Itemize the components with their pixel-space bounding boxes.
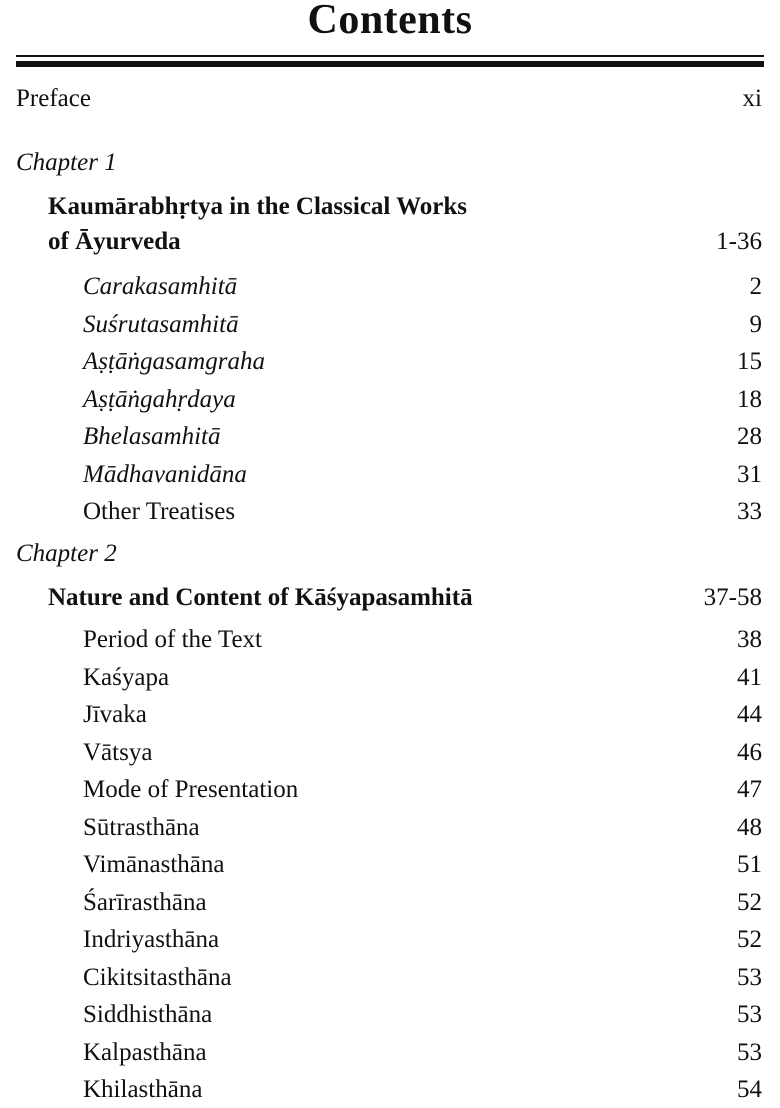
entry-label: Aṣṭāṅgasamgraha — [83, 348, 265, 375]
entry-label: Siddhisthāna — [83, 1001, 213, 1028]
entry-page: 38 — [737, 626, 762, 653]
entry-label: Aṣṭāṅgahṛdaya — [83, 385, 236, 413]
toc-entry[interactable] — [16, 888, 762, 918]
title-divider-thin — [16, 55, 764, 57]
entry-label: Period of the Text — [83, 626, 263, 653]
toc-entry[interactable] — [16, 925, 762, 955]
entry-label: Sūtrasthāna — [83, 813, 200, 841]
entry-label: Kalpasthāna — [83, 1038, 207, 1066]
entry-label: Kaśyapa — [83, 663, 170, 691]
entry-label: Indriyasthāna — [83, 926, 220, 953]
toc-entry[interactable] — [16, 460, 762, 490]
toc-entry[interactable] — [16, 272, 762, 302]
toc-entry[interactable] — [16, 1038, 762, 1068]
entry-page: 15 — [737, 348, 762, 375]
toc-entry[interactable] — [16, 813, 762, 843]
toc-entry[interactable] — [16, 385, 762, 415]
toc-entry[interactable] — [16, 850, 762, 880]
entry-page: 46 — [737, 738, 762, 766]
page-title: Contents — [307, 0, 473, 43]
entry-label: Cikitsitasthāna — [83, 963, 232, 991]
toc-entry[interactable] — [16, 1000, 762, 1030]
entry-page: 41 — [737, 663, 762, 691]
toc-entry[interactable] — [16, 700, 762, 730]
toc-entry[interactable] — [16, 497, 762, 527]
toc-entry[interactable] — [16, 1075, 762, 1105]
chapter-heading[interactable] — [16, 192, 762, 222]
entry-page: 51 — [737, 851, 762, 878]
toc-entry[interactable] — [16, 422, 762, 452]
entry-label: Mode of Presentation — [83, 776, 299, 803]
entry-page: 9 — [749, 310, 762, 338]
chapter-label — [16, 539, 762, 569]
toc-entry[interactable] — [16, 775, 762, 805]
chapter-2-heading: Nature and Content of Kāśyapasamhitā — [48, 584, 473, 611]
entry-page: 53 — [737, 1038, 762, 1066]
entry-page: 53 — [737, 963, 762, 991]
toc-entry[interactable] — [16, 738, 762, 768]
chapter-2-label: Chapter 2 — [16, 540, 117, 567]
entry-page: 53 — [737, 1001, 762, 1028]
chapter-heading[interactable] — [16, 583, 762, 613]
entry-label: Preface — [16, 85, 91, 112]
entry-label: Suśrutasamhitā — [83, 310, 239, 338]
entry-label: Śarīrasthāna — [83, 888, 207, 916]
entry-page: 52 — [737, 926, 762, 953]
chapter-2-pages: 37-58 — [703, 584, 762, 611]
entry-label: Bhelasamhitā — [83, 423, 221, 450]
chapter-label — [16, 148, 762, 178]
entry-page: 2 — [749, 273, 762, 300]
chapter-1-pages: 1-36 — [716, 228, 762, 255]
entry-page: xi — [742, 85, 762, 112]
chapter-1-heading-line2: of Āyurveda — [48, 228, 181, 255]
toc-entry[interactable] — [16, 310, 762, 340]
entry-page: 31 — [737, 460, 762, 488]
chapter-1-label: Chapter 1 — [16, 149, 117, 176]
entry-page: 18 — [737, 385, 762, 413]
entry-label: Jīvaka — [83, 701, 147, 728]
toc-entry-preface[interactable] — [16, 84, 762, 114]
entry-page: 52 — [737, 888, 762, 916]
entry-page: 48 — [737, 813, 762, 841]
entry-label: Carakasamhitā — [83, 273, 238, 300]
chapter-heading[interactable] — [16, 227, 762, 257]
toc-entry[interactable] — [16, 347, 762, 377]
entry-label: Khilasthāna — [83, 1076, 203, 1103]
toc-entry[interactable] — [16, 625, 762, 655]
entry-label: Other Treatises — [83, 498, 236, 525]
entry-label: Mādhavanidāna — [83, 460, 247, 488]
entry-page: 44 — [737, 701, 762, 728]
toc-entry[interactable] — [16, 963, 762, 993]
entry-page: 28 — [737, 423, 762, 450]
entry-page: 47 — [737, 776, 762, 803]
entry-label: Vātsya — [83, 738, 153, 766]
entry-page: 54 — [737, 1076, 762, 1103]
chapter-1-heading-line1: Kaumārabhṛtya in the Classical Works — [48, 193, 468, 220]
title-divider-thick — [16, 61, 764, 67]
toc-entry[interactable] — [16, 663, 762, 693]
entry-page: 33 — [737, 498, 762, 525]
entry-label: Vimānasthāna — [83, 851, 225, 878]
